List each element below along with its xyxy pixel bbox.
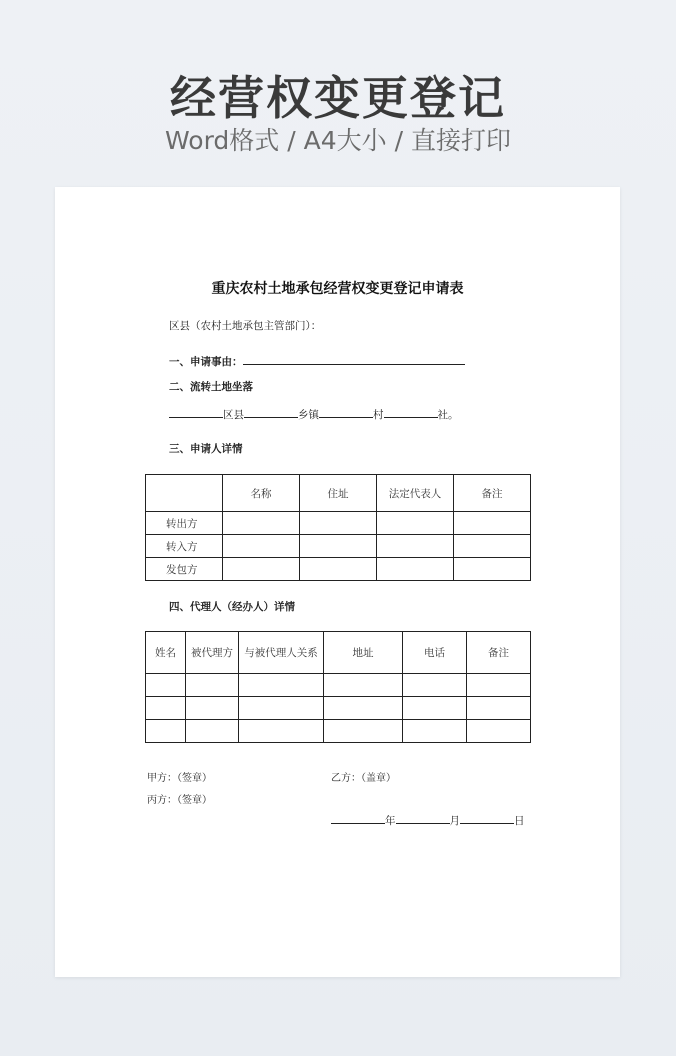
applicant-header-row <box>146 475 531 512</box>
table-cell[interactable] <box>186 697 239 720</box>
table-cell[interactable] <box>377 512 454 535</box>
row-label: 转出方 <box>146 512 223 535</box>
table-cell[interactable] <box>403 674 467 697</box>
table-cell[interactable] <box>239 697 324 720</box>
table-cell[interactable] <box>467 720 531 743</box>
applicant-header-cell: 备注 <box>454 475 531 512</box>
year-blank[interactable] <box>331 812 385 824</box>
section-location-label: 二、流转土地坐落 <box>169 381 253 393</box>
agent-header-cell: 姓名 <box>146 632 186 674</box>
agent-header-cell: 与被代理人关系 <box>239 632 324 674</box>
agent-header-row <box>146 632 531 674</box>
agent-header-cell: 备注 <box>467 632 531 674</box>
location-line <box>169 406 459 422</box>
table-cell[interactable] <box>300 535 377 558</box>
section-applicant-label: 三、申请人详情 <box>169 443 243 455</box>
table-row <box>146 535 531 558</box>
table-cell[interactable] <box>223 558 300 581</box>
row-label: 发包方 <box>146 558 223 581</box>
document-page <box>55 187 620 977</box>
table-cell[interactable] <box>186 674 239 697</box>
group-label: 社。 <box>437 409 459 421</box>
town-blank[interactable] <box>244 406 298 418</box>
applicant-header-cell <box>146 475 223 512</box>
month-label: 月 <box>449 815 460 827</box>
table-cell[interactable] <box>146 720 186 743</box>
recipient-line: 区县（农村土地承包主管部门）： <box>169 320 322 332</box>
party-b-signature: 乙方：（盖章） <box>331 773 396 784</box>
table-cell[interactable] <box>223 512 300 535</box>
banner-subtitle: Word格式 / A4大小 / 直接打印 <box>165 126 511 155</box>
table-cell[interactable] <box>467 697 531 720</box>
table-row <box>146 674 531 697</box>
day-blank[interactable] <box>460 812 514 824</box>
table-cell[interactable] <box>146 674 186 697</box>
table-cell[interactable] <box>300 512 377 535</box>
table-cell[interactable] <box>300 558 377 581</box>
agent-table <box>145 631 531 743</box>
party-c-signature: 丙方：（签章） <box>147 795 212 806</box>
applicant-table <box>145 474 531 581</box>
table-cell[interactable] <box>377 535 454 558</box>
table-cell[interactable] <box>454 512 531 535</box>
table-cell[interactable] <box>239 720 324 743</box>
table-row <box>146 512 531 535</box>
applicant-header-cell: 法定代表人 <box>377 475 454 512</box>
applicant-header-cell: 名称 <box>223 475 300 512</box>
agent-header-cell: 地址 <box>324 632 403 674</box>
village-blank[interactable] <box>319 406 373 418</box>
year-label: 年 <box>385 815 396 827</box>
table-cell[interactable] <box>454 558 531 581</box>
table-cell[interactable] <box>403 720 467 743</box>
month-blank[interactable] <box>396 812 450 824</box>
table-row <box>146 558 531 581</box>
agent-header-cell: 电话 <box>403 632 467 674</box>
table-cell[interactable] <box>324 720 403 743</box>
table-cell[interactable] <box>467 674 531 697</box>
group-blank[interactable] <box>384 406 438 418</box>
village-label: 村 <box>373 409 384 421</box>
day-label: 日 <box>514 815 525 827</box>
table-cell[interactable] <box>324 697 403 720</box>
section-reason <box>169 353 465 369</box>
date-line <box>331 812 525 828</box>
banner-title: 经营权变更登记 <box>170 71 506 125</box>
section-agent-label: 四、代理人（经办人）详情 <box>169 601 295 613</box>
reason-blank[interactable] <box>243 353 465 365</box>
table-cell[interactable] <box>454 535 531 558</box>
table-row <box>146 720 531 743</box>
district-label: 区县 <box>223 409 244 421</box>
table-row <box>146 697 531 720</box>
section-reason-label: 一、申请事由： <box>169 356 243 368</box>
district-blank[interactable] <box>169 406 223 418</box>
table-cell[interactable] <box>146 697 186 720</box>
party-a-signature: 甲方：（签章） <box>147 773 212 784</box>
row-label: 转入方 <box>146 535 223 558</box>
document-title: 重庆农村土地承包经营权变更登记申请表 <box>211 281 464 297</box>
applicant-header-cell: 住址 <box>300 475 377 512</box>
table-cell[interactable] <box>186 720 239 743</box>
table-cell[interactable] <box>377 558 454 581</box>
town-label: 乡镇 <box>298 409 319 421</box>
agent-header-cell: 被代理方 <box>186 632 239 674</box>
table-cell[interactable] <box>223 535 300 558</box>
table-cell[interactable] <box>239 674 324 697</box>
table-cell[interactable] <box>324 674 403 697</box>
table-cell[interactable] <box>403 697 467 720</box>
